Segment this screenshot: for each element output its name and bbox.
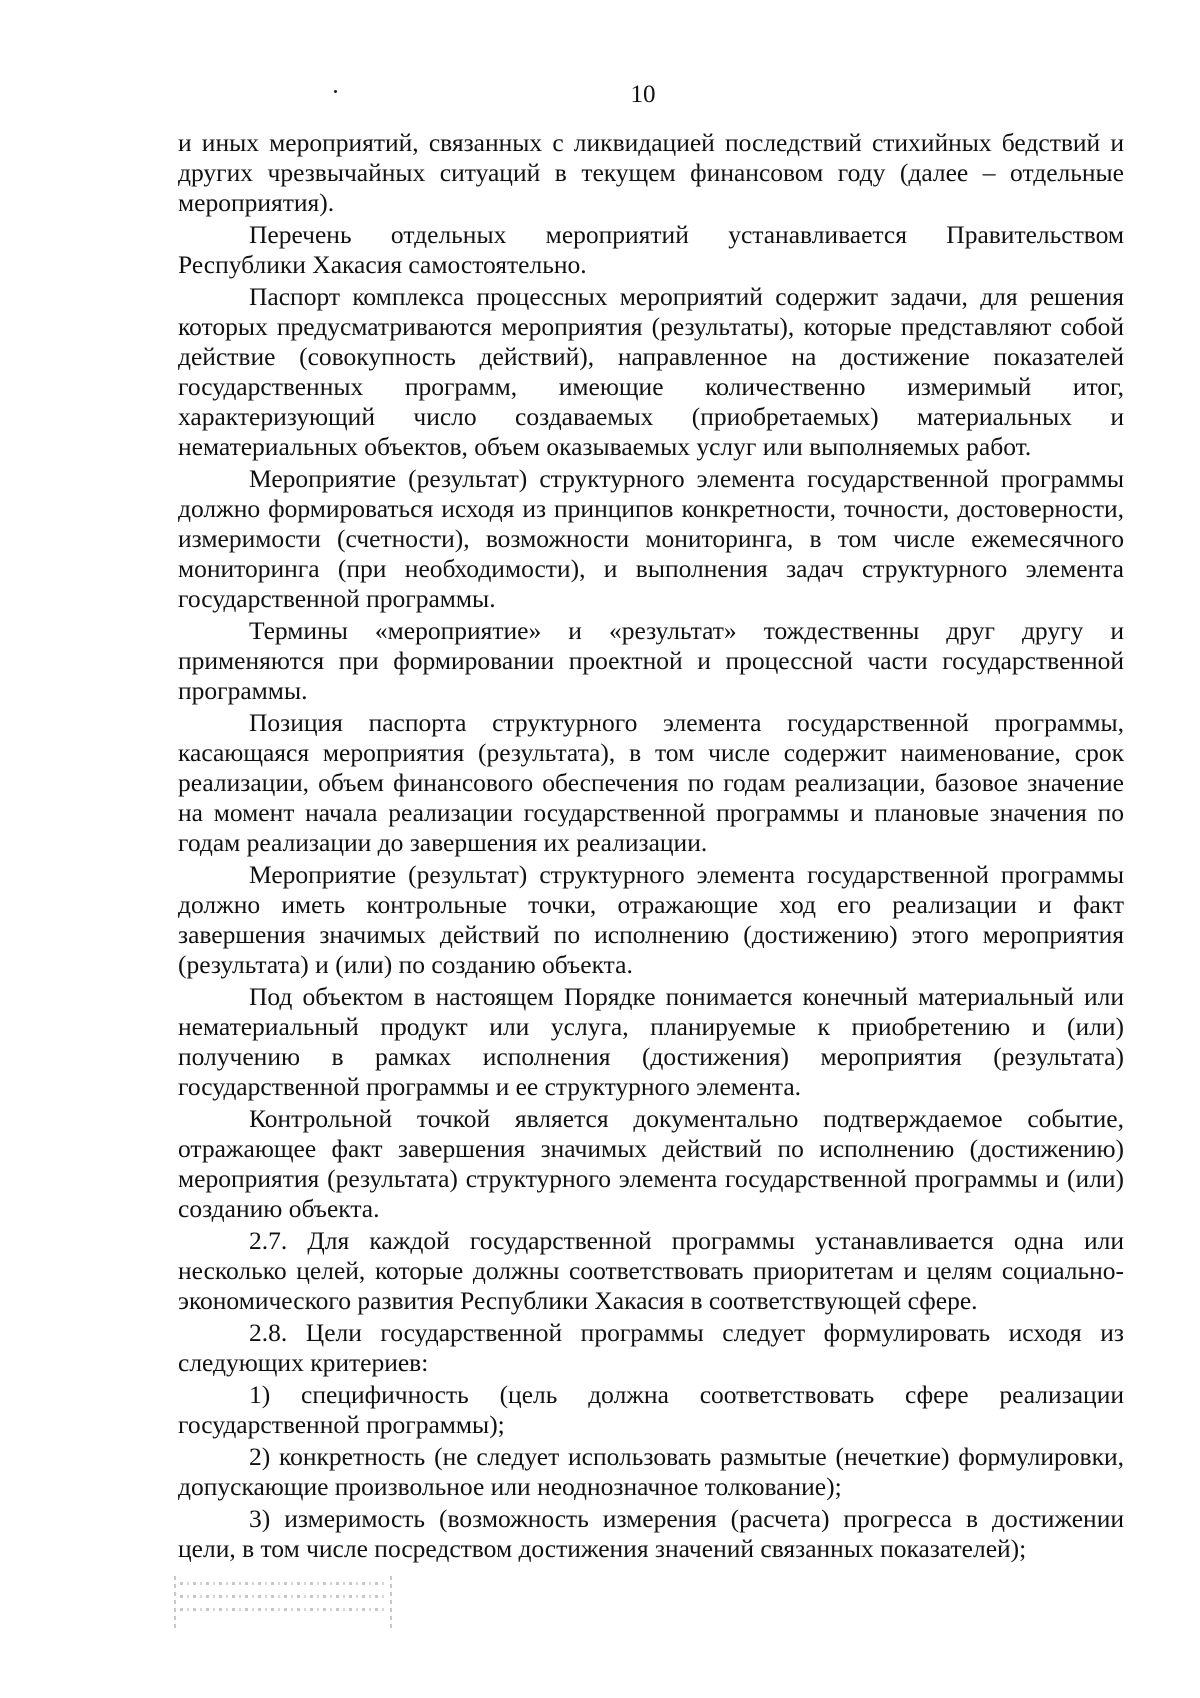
paragraph: Контрольной точкой является документально подтверждаемое событие, отражающее факт завершения значимых действий по исполнению (достижению) мероприятия (результата) структурного элемента государственной программы и (или) созданию объекта. — [178, 1104, 1124, 1223]
document-body — [178, 128, 1124, 1566]
paragraph: Термины «мероприятие» и «результат» тождественны друг другу и применяются при формировании проектной и процессной части государственной программы. — [178, 616, 1124, 705]
paragraph-continuation: и иных мероприятий, связанных с ликвидацией последствий стихийных бедствий и других чрезвычайных ситуаций в текущем финансовом году (далее – отдельные мероприятия). — [178, 128, 1124, 217]
stamp-border-left — [174, 1576, 176, 1630]
paragraph: Под объектом в настоящем Порядке понимается конечный материальный или нематериальный продукт или услуга, планируемые к приобретению и (или) получению в рамках исполнения (достижения) мероприятия (результата) государственной программы и ее структурного элемента. — [178, 982, 1124, 1101]
faded-stamp — [174, 1572, 392, 1634]
stamp-border-right — [390, 1576, 392, 1630]
page-number: 10 — [630, 81, 656, 108]
paragraph-clause-2-7: 2.7. Для каждой государственной программы устанавливается одна или несколько целей, которые должны соответствовать приоритетам и целям социально-экономического развития Республики Хакасия в соответствующей сфере. — [178, 1226, 1124, 1315]
stamp-line — [180, 1595, 386, 1598]
paragraph: Перечень отдельных мероприятий устанавливается Правительством Республики Хакасия самостоятельно. — [178, 220, 1124, 279]
list-item-1: 1) специфичность (цель должна соответствовать сфере реализации государственной программы); — [178, 1380, 1124, 1439]
paragraph-clause-2-8: 2.8. Цели государственной программы следует формулировать исходя из следующих критериев: — [178, 1318, 1124, 1377]
paragraph: Мероприятие (результат) структурного элемента государственной программы должно иметь контрольные точки, отражающие ход его реализации и факт завершения значимых действий по исполнению (достижению) этого мероприятия (результата) и (или) по созданию объекта. — [178, 860, 1124, 979]
list-item-3: 3) измеримость (возможность измерения (расчета) прогресса в достижении цели, в том числе посредством достижения значений связанных показателей); — [178, 1504, 1124, 1563]
stamp-line — [180, 1582, 386, 1585]
stamp-line — [180, 1608, 386, 1611]
paragraph: Паспорт комплекса процессных мероприятий содержит задачи, для решения которых предусматриваются мероприятия (результаты), которые представляют собой действие (совокупность действий), направленное на достижение показателей государственных программ, имеющие количественно измеримый итог, характеризующий число создаваемых (приобретаемых) материальных и нематериальных объектов, объем оказываемых услуг или выполняемых работ. — [178, 282, 1124, 461]
paragraph: Позиция паспорта структурного элемента государственной программы, касающаяся мероприятия (результата), в том числе содержит наименование, срок реализации, объем финансового обеспечения по годам реализации, базовое значение на момент начала реализации государственной программы и плановые значения по годам реализации до завершения их реализации. — [178, 708, 1124, 857]
scan-dot — [334, 90, 337, 93]
list-item-2: 2) конкретность (не следует использовать размытые (нечеткие) формулировки, допускающие произвольное или неоднозначное толкование); — [178, 1442, 1124, 1501]
paragraph: Мероприятие (результат) структурного элемента государственной программы должно формироваться исходя из принципов конкретности, точности, достоверности, измеримости (счетности), возможности мониторинга, в том числе ежемесячного мониторинга (при необходимости), и выполнения задач структурного элемента государственной программы. — [178, 464, 1124, 613]
